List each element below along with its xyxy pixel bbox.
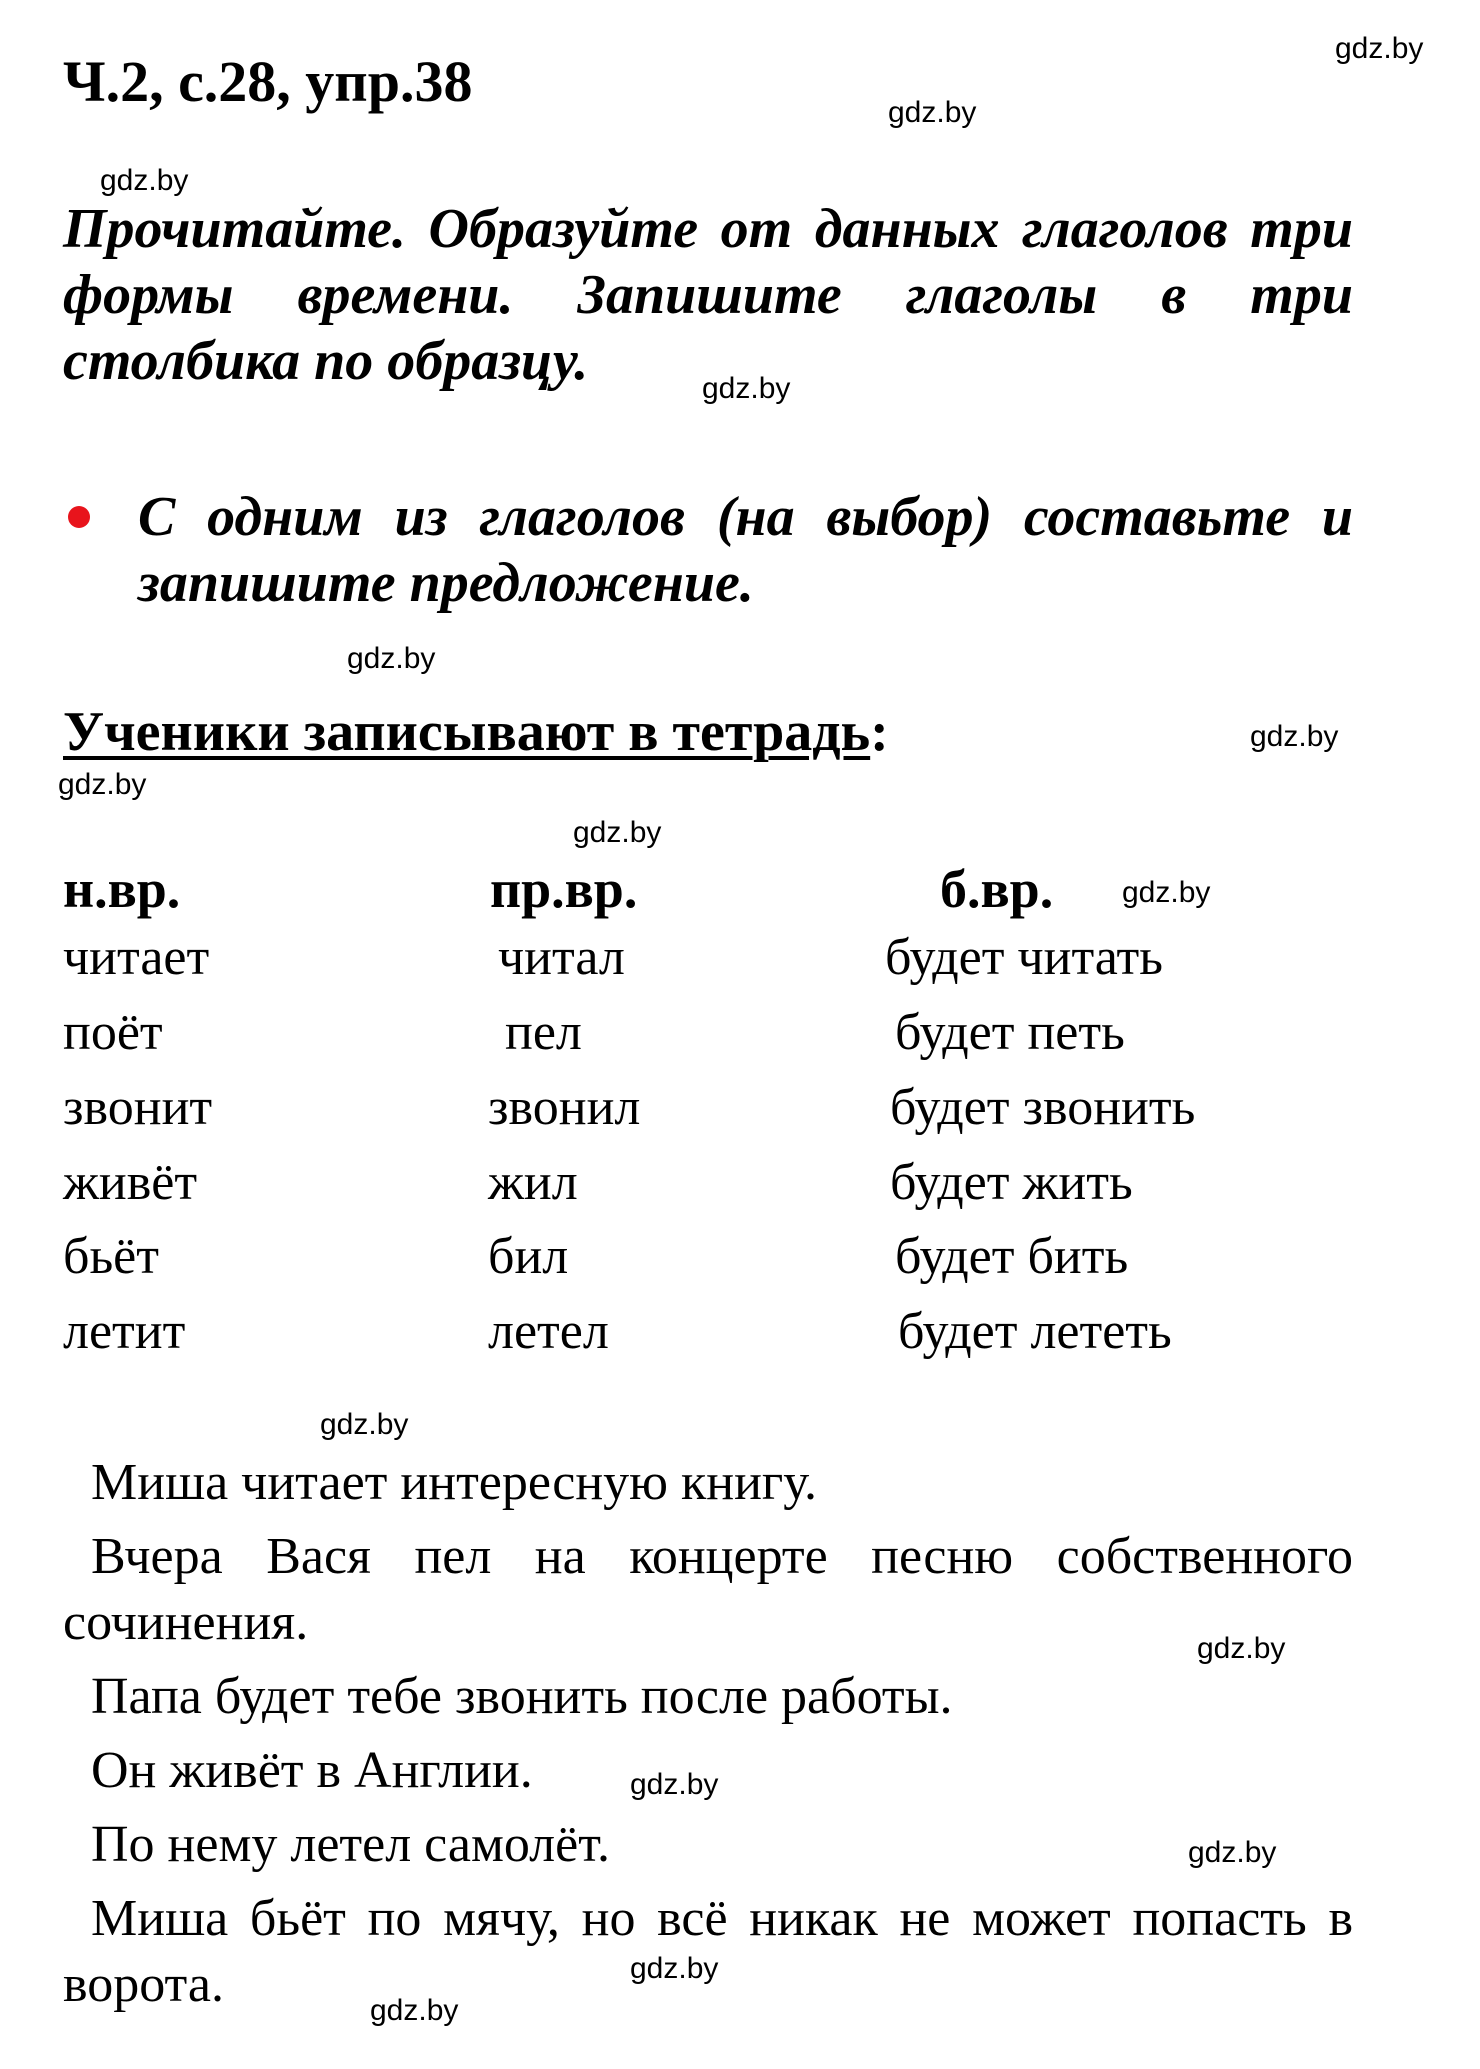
table-cell-present: живёт	[63, 1154, 198, 1211]
bullet-dot-icon	[68, 506, 90, 528]
page-title: Ч.2, с.28, упр.38	[63, 49, 473, 114]
table-cell-present: читает	[63, 929, 210, 986]
table-cell-present: поёт	[63, 1004, 163, 1061]
watermark: gdz.by	[347, 642, 436, 675]
watermark: gdz.by	[58, 768, 147, 801]
watermark: gdz.by	[100, 164, 189, 197]
watermark: gdz.by	[1250, 720, 1339, 753]
column-header-future: б.вр.	[940, 859, 1054, 919]
table-cell-past: бил	[488, 1228, 569, 1285]
watermark: gdz.by	[702, 372, 791, 405]
sentence: Папа будет тебе звонить после работы.	[91, 1668, 953, 1725]
section-title-colon: :	[870, 701, 889, 763]
column-header-past: пр.вр.	[490, 859, 638, 919]
watermark: gdz.by	[573, 816, 662, 849]
section-title	[63, 700, 889, 764]
sentence: Миша бьёт по мячу, но всё никак не может попасть в ворота.	[63, 1890, 1353, 2013]
table-cell-present: звонит	[63, 1079, 213, 1136]
bullet-instruction: С одним из глаголов (на выбор) составьте и запишите предложение.	[138, 486, 1353, 614]
watermark: gdz.by	[630, 1952, 719, 1985]
column-header-present: н.вр.	[63, 859, 181, 919]
watermark: gdz.by	[1335, 32, 1424, 65]
table-cell-future: будет читать	[885, 929, 1163, 986]
table-cell-present: бьёт	[63, 1228, 159, 1285]
table-cell-future: будет бить	[895, 1228, 1129, 1285]
table-cell-future: будет звонить	[890, 1079, 1196, 1136]
table-cell-future: будет петь	[895, 1004, 1125, 1061]
watermark: gdz.by	[630, 1768, 719, 1801]
sentence: Вчера Вася пел на концерте песню собственного сочинения.	[63, 1528, 1353, 1651]
sentence: По нему летел самолёт.	[91, 1816, 611, 1873]
task-instructions: Прочитайте. Образуйте от данных глаголов три формы времени. Запишите глаголы в три столбика по образцу.	[63, 198, 1353, 392]
watermark: gdz.by	[370, 1994, 459, 2027]
watermark: gdz.by	[1188, 1836, 1277, 1869]
section-title-text: Ученики записывают в тетрадь	[63, 701, 871, 763]
table-cell-past: звонил	[488, 1079, 641, 1136]
table-cell-past: летел	[488, 1303, 609, 1360]
table-cell-past: читал	[498, 929, 625, 986]
watermark: gdz.by	[1122, 876, 1211, 909]
table-cell-past: жил	[488, 1154, 578, 1211]
table-cell-future: будет лететь	[898, 1303, 1172, 1360]
table-cell-past: пел	[505, 1004, 582, 1061]
watermark: gdz.by	[888, 96, 977, 129]
table-cell-future: будет жить	[890, 1154, 1133, 1211]
sentence: Миша читает интересную книгу.	[91, 1454, 818, 1511]
watermark: gdz.by	[1197, 1632, 1286, 1665]
sentence: Он живёт в Англии.	[91, 1742, 533, 1799]
watermark: gdz.by	[320, 1408, 409, 1441]
example-sentences	[63, 1450, 1353, 2026]
table-cell-present: летит	[63, 1303, 186, 1360]
